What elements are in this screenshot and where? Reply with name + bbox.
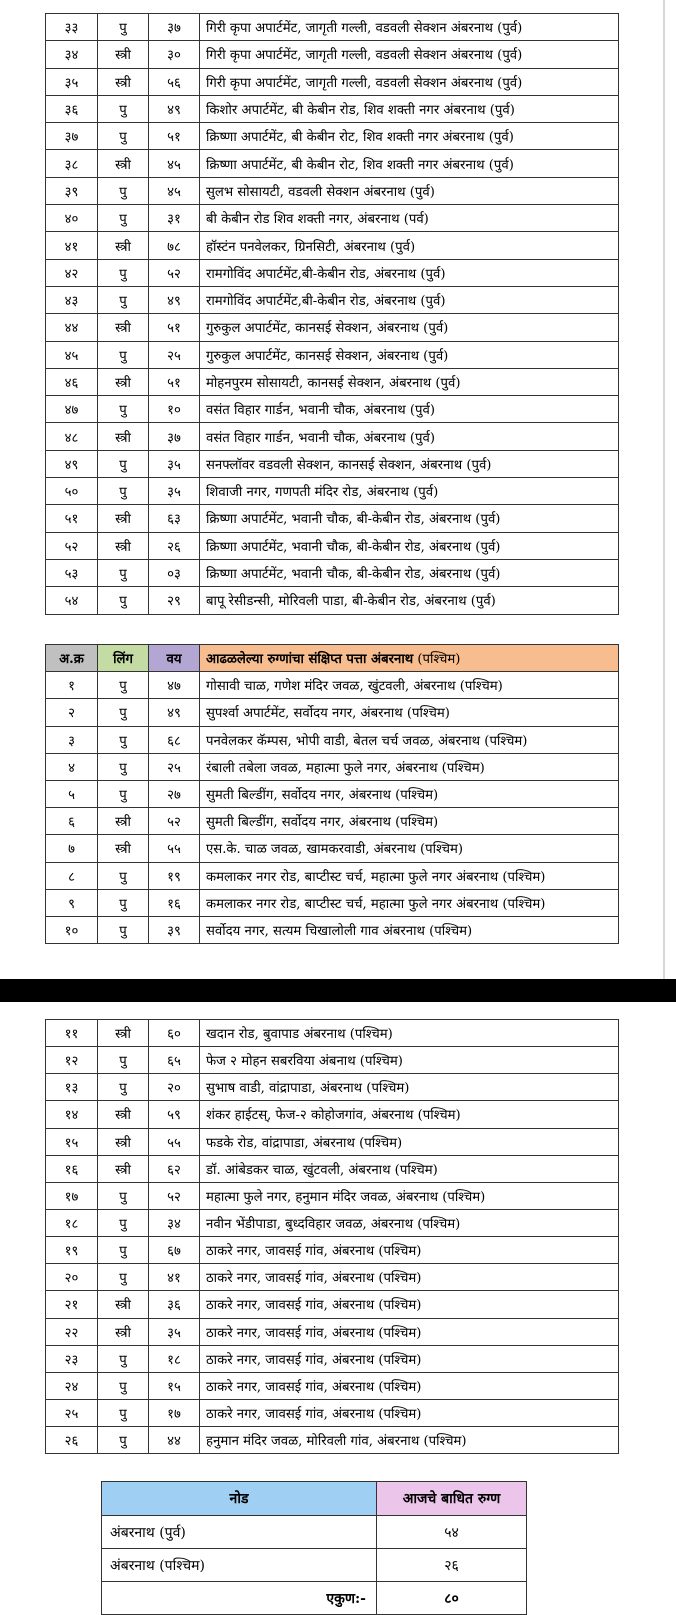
- cell-address: पनवेलकर कॅम्पस, भोपी वाडी, बेतल चर्च जवळ, अंबरनाथ (पश्चिम): [200, 726, 619, 753]
- cell-gender: पु: [98, 1264, 149, 1291]
- cell-age: ६२: [149, 1155, 200, 1182]
- table-row: [46, 505, 619, 532]
- table-row: [46, 1264, 619, 1291]
- cell-serial: ३८: [46, 150, 98, 177]
- cell-age: १९: [149, 862, 200, 889]
- cell-gender: पु: [98, 726, 149, 753]
- cell-address: ठाकरे नगर, जावसई गांव, अंबरनाथ (पश्चिम): [200, 1237, 619, 1264]
- summary-header-count: आजचे बाधित रुग्ण: [377, 1482, 527, 1516]
- table-row: [46, 699, 619, 726]
- page-edge-line: [663, 0, 665, 979]
- cell-gender: पु: [98, 1427, 149, 1454]
- cell-gender: पु: [98, 587, 149, 614]
- cell-age: ४१: [149, 1264, 200, 1291]
- cell-address: शिवाजी नगर, गणपती मंदिर रोड, अंबरनाथ (पुर्व): [200, 478, 619, 505]
- cell-serial: २५: [46, 1399, 98, 1426]
- cell-age: १५: [149, 1372, 200, 1399]
- cell-gender: स्त्री: [98, 1291, 149, 1318]
- cell-serial: २१: [46, 1291, 98, 1318]
- cell-serial: ४०: [46, 205, 98, 232]
- summary-node-count: २६: [377, 1549, 527, 1582]
- cell-serial: ४२: [46, 259, 98, 286]
- header-gender: लिंग: [98, 645, 149, 672]
- cell-serial: २३: [46, 1345, 98, 1372]
- header-age: वय: [149, 645, 200, 672]
- header-address-region: (पश्चिम): [413, 652, 461, 668]
- table-row: [46, 753, 619, 780]
- cell-address: रामगोविंद अपार्टमेंट,बी-केबीन रोड, अंबरनाथ (पुर्व): [200, 259, 619, 286]
- cell-gender: स्त्री: [98, 68, 149, 95]
- table-row: [46, 478, 619, 505]
- cell-serial: १: [46, 672, 98, 699]
- cell-age: २५: [149, 753, 200, 780]
- table-row: [46, 95, 619, 122]
- cell-age: ५१: [149, 368, 200, 395]
- cell-age: ४७: [149, 672, 200, 699]
- cell-age: २५: [149, 341, 200, 368]
- cell-gender: पु: [98, 672, 149, 699]
- cell-gender: पु: [98, 1237, 149, 1264]
- cell-age: ६३: [149, 505, 200, 532]
- cell-address: क्रिष्णा अपार्टमेंट, भवानी चौक, बी-केबीन रोड, अंबरनाथ (पुर्व): [200, 559, 619, 586]
- table-row: [46, 177, 619, 204]
- table-row: [46, 559, 619, 586]
- summary-total-value: ८०: [377, 1582, 527, 1615]
- cell-serial: ४३: [46, 286, 98, 313]
- cell-gender: पु: [98, 780, 149, 807]
- table-row: [46, 1427, 619, 1454]
- cell-address: क्रिष्णा अपार्टमेंट, भवानी चौक, बी-केबीन रोड, अंबरनाथ (पुर्व): [200, 505, 619, 532]
- cell-serial: ५: [46, 780, 98, 807]
- cell-age: ५१: [149, 123, 200, 150]
- cell-gender: पु: [98, 1399, 149, 1426]
- cell-address: डॉ. आंबेडकर चाळ, खुंटवली, अंबरनाथ (पश्चिम): [200, 1155, 619, 1182]
- cell-address: ठाकरे नगर, जावसई गांव, अंबरनाथ (पश्चिम): [200, 1372, 619, 1399]
- cell-serial: ११: [46, 1020, 98, 1047]
- table-row: [46, 286, 619, 313]
- header-serial: अ.क्र: [46, 645, 98, 672]
- cell-address: वसंत विहार गार्डन, भवानी चौक, अंबरनाथ (पुर्व): [200, 423, 619, 450]
- cell-gender: स्त्री: [98, 505, 149, 532]
- cell-age: १८: [149, 1345, 200, 1372]
- west-patient-table-part1: [45, 644, 619, 944]
- table-row: [46, 532, 619, 559]
- cell-gender: पु: [98, 1209, 149, 1236]
- table-row: [46, 672, 619, 699]
- page-break-band: [0, 979, 676, 1002]
- cell-address: एस.के. चाळ जवळ, खामकरवाडी, अंबरनाथ (पश्चिम): [200, 835, 619, 862]
- cell-age: ४९: [149, 95, 200, 122]
- cell-age: १७: [149, 1399, 200, 1426]
- table-row: [46, 916, 619, 943]
- table-row: [46, 587, 619, 614]
- cell-serial: ८: [46, 862, 98, 889]
- cell-serial: ९: [46, 889, 98, 916]
- cell-address: खदान रोड, बुवापाड अंबरनाथ (पश्चिम): [200, 1020, 619, 1047]
- table-row: [46, 1209, 619, 1236]
- summary-node-name: अंबरनाथ (पश्चिम): [102, 1549, 377, 1582]
- cell-serial: ४१: [46, 232, 98, 259]
- table-row: [46, 68, 619, 95]
- summary-total-row: [102, 1582, 527, 1615]
- east-patient-table: [45, 13, 619, 615]
- cell-age: ५२: [149, 808, 200, 835]
- west-table-header: [46, 645, 619, 672]
- table-row: [46, 862, 619, 889]
- cell-age: १६: [149, 889, 200, 916]
- cell-serial: १०: [46, 916, 98, 943]
- table-row: [46, 232, 619, 259]
- cell-serial: १७: [46, 1182, 98, 1209]
- summary-node-name: अंबरनाथ (पुर्व): [102, 1516, 377, 1549]
- cell-gender: पु: [98, 95, 149, 122]
- table-row: [46, 1155, 619, 1182]
- table-row: [46, 726, 619, 753]
- cell-age: ५२: [149, 259, 200, 286]
- cell-gender: पु: [98, 259, 149, 286]
- table-row: [46, 808, 619, 835]
- cell-address: बापू रेसीडन्सी, मोरिवली पाडा, बी-केबीन रोड, अंबरनाथ (पुर्व): [200, 587, 619, 614]
- cell-address: ठाकरे नगर, जावसई गांव, अंबरनाथ (पश्चिम): [200, 1318, 619, 1345]
- cell-address: सुभाष वाडी, वांद्रापाडा, अंबरनाथ (पश्चिम): [200, 1074, 619, 1101]
- cell-gender: स्त्री: [98, 368, 149, 395]
- cell-address: ठाकरे नगर, जावसई गांव, अंबरनाथ (पश्चिम): [200, 1399, 619, 1426]
- cell-age: ३५: [149, 478, 200, 505]
- cell-serial: ५२: [46, 532, 98, 559]
- west-patient-table-part2: [45, 1019, 619, 1454]
- cell-serial: १३: [46, 1074, 98, 1101]
- cell-address: वसंत विहार गार्डन, भवानी चौक, अंबरनाथ (पुर्व): [200, 396, 619, 423]
- cell-serial: ६: [46, 808, 98, 835]
- east-patient-rows: [46, 14, 619, 615]
- table-row: [46, 1047, 619, 1074]
- table-row: [46, 889, 619, 916]
- cell-gender: पु: [98, 559, 149, 586]
- cell-gender: पु: [98, 1074, 149, 1101]
- cell-address: कमलाकर नगर रोड, बाप्टीस्ट चर्च, महात्मा फुले नगर अंबरनाथ (पश्चिम): [200, 862, 619, 889]
- cell-address: गुरुकुल अपार्टमेंट, कानसई सेक्शन, अंबरनाथ (पुर्व): [200, 341, 619, 368]
- cell-gender: पु: [98, 205, 149, 232]
- west-patient-rows-part2: [46, 1020, 619, 1454]
- table-row: [46, 835, 619, 862]
- cell-gender: स्त्री: [98, 41, 149, 68]
- cell-age: ३५: [149, 1318, 200, 1345]
- cell-serial: १६: [46, 1155, 98, 1182]
- table-row: [46, 259, 619, 286]
- cell-age: ६७: [149, 1237, 200, 1264]
- cell-gender: पु: [98, 286, 149, 313]
- table-row: [46, 1318, 619, 1345]
- table-row: [46, 14, 619, 41]
- cell-address: क्रिष्णा अपार्टमेंट, भवानी चौक, बी-केबीन रोड, अंबरनाथ (पुर्व): [200, 532, 619, 559]
- table-row: [46, 423, 619, 450]
- cell-age: २९: [149, 587, 200, 614]
- table-row: [46, 368, 619, 395]
- cell-serial: ३५: [46, 68, 98, 95]
- cell-age: ३७: [149, 14, 200, 41]
- cell-gender: पु: [98, 478, 149, 505]
- cell-serial: ३४: [46, 41, 98, 68]
- cell-address: ठाकरे नगर, जावसई गांव, अंबरनाथ (पश्चिम): [200, 1264, 619, 1291]
- cell-gender: स्त्री: [98, 1128, 149, 1155]
- table-row: [46, 396, 619, 423]
- cell-address: ठाकरे नगर, जावसई गांव, अंबरनाथ (पश्चिम): [200, 1291, 619, 1318]
- cell-serial: ४५: [46, 341, 98, 368]
- table-row: [46, 205, 619, 232]
- table-row: [46, 314, 619, 341]
- cell-gender: स्त्री: [98, 314, 149, 341]
- cell-age: ५२: [149, 1182, 200, 1209]
- cell-serial: ५४: [46, 587, 98, 614]
- table-row: [46, 450, 619, 477]
- cell-gender: स्त्री: [98, 1318, 149, 1345]
- cell-gender: स्त्री: [98, 835, 149, 862]
- cell-address: गिरी कृपा अपार्टमेंट, जागृती गल्ली, वडवली सेक्शन अंबरनाथ (पुर्व): [200, 68, 619, 95]
- cell-address: सुलभ सोसायटी, वडवली सेक्शन अंबरनाथ (पुर्व): [200, 177, 619, 204]
- cell-address: गोसावी चाळ, गणेश मंदिर जवळ, खुंटवली, अंबरनाथ (पश्चिम): [200, 672, 619, 699]
- summary-row: [102, 1516, 527, 1549]
- cell-serial: ४८: [46, 423, 98, 450]
- cell-address: सुमती बिल्डींग, सर्वोदय नगर, अंबरनाथ (पश्चिम): [200, 808, 619, 835]
- table-row: [46, 41, 619, 68]
- cell-age: २७: [149, 780, 200, 807]
- cell-gender: पु: [98, 1372, 149, 1399]
- cell-age: ४९: [149, 286, 200, 313]
- cell-address: किशोर अपार्टमेंट, बी केबीन रोड, शिव शक्ती नगर अंबरनाथ (पुर्व): [200, 95, 619, 122]
- cell-age: ३५: [149, 450, 200, 477]
- cell-serial: २२: [46, 1318, 98, 1345]
- cell-gender: पु: [98, 862, 149, 889]
- cell-address: महात्मा फुले नगर, हनुमान मंदिर जवळ, अंबरनाथ (पश्चिम): [200, 1182, 619, 1209]
- cell-address: बी केबीन रोड शिव शक्ती नगर, अंबरनाथ (पर्व): [200, 205, 619, 232]
- cell-address: कमलाकर नगर रोड, बाप्टीस्ट चर्च, महात्मा फुले नगर अंबरनाथ (पश्चिम): [200, 889, 619, 916]
- cell-address: सनफ्लॉवर वडवली सेक्शन, कानसई सेक्शन, अंबरनाथ (पुर्व): [200, 450, 619, 477]
- cell-serial: ५०: [46, 478, 98, 505]
- cell-serial: ३९: [46, 177, 98, 204]
- cell-address: मोहनपुरम सोसायटी, कानसई सेक्शन, अंबरनाथ (पुर्व): [200, 368, 619, 395]
- cell-address: हॉस्टंन पनवेलकर, ग्रिनसिटी, अंबरनाथ (पुर्व): [200, 232, 619, 259]
- table-row: [46, 1372, 619, 1399]
- cell-address: फेज २ मोहन सबरविया अंबनाथ (पश्चिम): [200, 1047, 619, 1074]
- cell-address: फडके रोड, वांद्रापाडा, अंबरनाथ (पश्चिम): [200, 1128, 619, 1155]
- west-patient-rows-part1: [46, 672, 619, 944]
- cell-address: शंकर हाईटस्, फेज-२ कोहोजगांव, अंबरनाथ (पश्चिम): [200, 1101, 619, 1128]
- cell-serial: १४: [46, 1101, 98, 1128]
- table-row: [46, 123, 619, 150]
- cell-age: २०: [149, 1074, 200, 1101]
- cell-age: ५५: [149, 1128, 200, 1155]
- cell-gender: पु: [98, 889, 149, 916]
- cell-gender: पु: [98, 1345, 149, 1372]
- cell-age: ६८: [149, 726, 200, 753]
- cell-serial: २०: [46, 1264, 98, 1291]
- cell-serial: ३: [46, 726, 98, 753]
- cell-serial: ४७: [46, 396, 98, 423]
- cell-age: ५६: [149, 68, 200, 95]
- header-address: [200, 645, 619, 672]
- cell-age: ३९: [149, 916, 200, 943]
- cell-age: ३४: [149, 1209, 200, 1236]
- cell-age: ६०: [149, 1020, 200, 1047]
- header-address-bold: आढळलेल्या रुग्णांचा संक्षिप्त पत्ता अंबरनाथ: [206, 652, 414, 668]
- table-row: [46, 1345, 619, 1372]
- cell-serial: १२: [46, 1047, 98, 1074]
- table-row: [46, 1074, 619, 1101]
- table-row: [46, 341, 619, 368]
- cell-age: १०: [149, 396, 200, 423]
- cell-address: रामगोविंद अपार्टमेंट,बी-केबीन रोड, अंबरनाथ (पुर्व): [200, 286, 619, 313]
- cell-address: सर्वोदय नगर, सत्यम चिखालोली गाव अंबरनाथ (पश्चिम): [200, 916, 619, 943]
- cell-age: ४४: [149, 1427, 200, 1454]
- cell-gender: पु: [98, 123, 149, 150]
- cell-gender: स्त्री: [98, 1155, 149, 1182]
- cell-serial: १९: [46, 1237, 98, 1264]
- cell-serial: ४४: [46, 314, 98, 341]
- cell-gender: स्त्री: [98, 808, 149, 835]
- table-row: [46, 780, 619, 807]
- cell-address: रंबाली तबेला जवळ, महात्मा फुले नगर, अंबरनाथ (पश्चिम): [200, 753, 619, 780]
- cell-age: ५१: [149, 314, 200, 341]
- table-row: [46, 1020, 619, 1047]
- cell-gender: स्त्री: [98, 1020, 149, 1047]
- cell-serial: ४९: [46, 450, 98, 477]
- cell-gender: पु: [98, 450, 149, 477]
- cell-serial: ४६: [46, 368, 98, 395]
- cell-gender: पु: [98, 1182, 149, 1209]
- cell-address: ठाकरे नगर, जावसई गांव, अंबरनाथ (पश्चिम): [200, 1345, 619, 1372]
- cell-gender: स्त्री: [98, 1101, 149, 1128]
- cell-serial: १८: [46, 1209, 98, 1236]
- cell-age: ५९: [149, 1101, 200, 1128]
- cell-age: ३६: [149, 1291, 200, 1318]
- cell-address: गिरी कृपा अपार्टमेंट, जागृती गल्ली, वडवली सेक्शन अंबरनाथ (पुर्व): [200, 41, 619, 68]
- cell-gender: पु: [98, 699, 149, 726]
- table-row: [46, 150, 619, 177]
- cell-serial: २६: [46, 1427, 98, 1454]
- table-row: [46, 1128, 619, 1155]
- cell-age: ३७: [149, 423, 200, 450]
- cell-gender: स्त्री: [98, 423, 149, 450]
- cell-gender: स्त्री: [98, 150, 149, 177]
- cell-address: हनुमान मंदिर जवळ, मोरिवली गांव, अंबरनाथ (पश्चिम): [200, 1427, 619, 1454]
- cell-address: क्रिष्णा अपार्टमेंट, बी केबीन रोट, शिव शक्ती नगर अंबरनाथ (पुर्व): [200, 150, 619, 177]
- cell-age: ६५: [149, 1047, 200, 1074]
- cell-age: ०३: [149, 559, 200, 586]
- cell-serial: ४: [46, 753, 98, 780]
- cell-gender: स्त्री: [98, 532, 149, 559]
- cell-gender: पु: [98, 177, 149, 204]
- table-row: [46, 1101, 619, 1128]
- cell-gender: स्त्री: [98, 232, 149, 259]
- summary-header-node: नोड: [102, 1482, 377, 1516]
- cell-gender: पु: [98, 916, 149, 943]
- cell-age: ४९: [149, 699, 200, 726]
- table-row: [46, 1182, 619, 1209]
- cell-serial: ३६: [46, 95, 98, 122]
- cell-serial: ५३: [46, 559, 98, 586]
- cell-age: ३०: [149, 41, 200, 68]
- table-row: [46, 1291, 619, 1318]
- cell-age: २६: [149, 532, 200, 559]
- cell-address: सुपर्श्वा अपार्टमेंट, सर्वोदय नगर, अंबरनाथ (पश्चिम): [200, 699, 619, 726]
- table-row: [46, 1237, 619, 1264]
- cell-gender: पु: [98, 753, 149, 780]
- cell-gender: पु: [98, 396, 149, 423]
- cell-age: ४५: [149, 150, 200, 177]
- cell-serial: ३३: [46, 14, 98, 41]
- summary-table: [101, 1481, 527, 1615]
- cell-age: ५५: [149, 835, 200, 862]
- cell-address: सुमती बिल्डींग, सर्वोदय नगर, अंबरनाथ (पश्चिम): [200, 780, 619, 807]
- cell-serial: ७: [46, 835, 98, 862]
- summary-total-label: एकुण:-: [102, 1582, 377, 1615]
- cell-address: गिरी कृपा अपार्टमेंट, जागृती गल्ली, वडवली सेक्शन अंबरनाथ (पुर्व): [200, 14, 619, 41]
- cell-serial: २४: [46, 1372, 98, 1399]
- table-row: [46, 1399, 619, 1426]
- cell-age: ७८: [149, 232, 200, 259]
- cell-address: क्रिष्णा अपार्टमेंट, बी केबीन रोट, शिव शक्ती नगर अंबरनाथ (पुर्व): [200, 123, 619, 150]
- cell-serial: १५: [46, 1128, 98, 1155]
- summary-row: [102, 1549, 527, 1582]
- cell-gender: पु: [98, 14, 149, 41]
- summary-node-count: ५४: [377, 1516, 527, 1549]
- cell-address: गुरुकुल अपार्टमेंट, कानसई सेक्शन, अंबरनाथ (पुर्व): [200, 314, 619, 341]
- cell-gender: पु: [98, 341, 149, 368]
- cell-address: नवीन भेंडीपाडा, बुध्दविहार जवळ, अंबरनाथ (पश्चिम): [200, 1209, 619, 1236]
- cell-serial: ५१: [46, 505, 98, 532]
- cell-gender: पु: [98, 1047, 149, 1074]
- cell-age: ४५: [149, 177, 200, 204]
- cell-serial: ३७: [46, 123, 98, 150]
- cell-age: ३१: [149, 205, 200, 232]
- cell-serial: २: [46, 699, 98, 726]
